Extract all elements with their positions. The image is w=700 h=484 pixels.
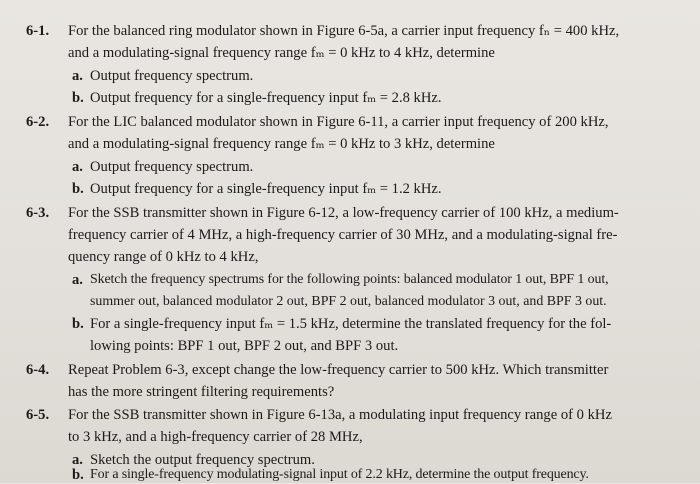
problem-text: quency range of 0 kHz to 4 kHz, bbox=[68, 249, 259, 265]
problem-text: and a modulating-signal frequency range fₘ = 0 kHz to 4 kHz, determine bbox=[68, 45, 495, 61]
problem-text: Repeat Problem 6-3, except change the low-frequency carrier to 500 kHz. Which transmitter bbox=[68, 362, 609, 378]
part-text: For a single-frequency input fₘ = 1.5 kHz, determine the translated frequency for the fol- bbox=[90, 316, 612, 332]
problem-number: 6-1. bbox=[26, 23, 50, 39]
problem-number: 6-4. bbox=[26, 362, 50, 378]
part-text: Sketch the output frequency spectrum. bbox=[90, 452, 315, 468]
problem-number: 6-2. bbox=[26, 114, 50, 130]
part-letter: b. bbox=[72, 90, 84, 106]
problem-text: For the LIC balanced modulator shown in Figure 6-11, a carrier input frequency of 200 kHz, bbox=[68, 114, 609, 130]
part-text: summer out, balanced modulator 2 out, BPF 2 out, balanced modulator 3 out, and BPF 3 out. bbox=[90, 294, 607, 309]
part-text: Output frequency spectrum. bbox=[90, 68, 254, 84]
problem-text: has the more stringent filtering requirements? bbox=[68, 384, 335, 400]
part-text: Output frequency spectrum. bbox=[90, 159, 254, 175]
part-letter: b. bbox=[72, 316, 84, 332]
problem-text: to 3 kHz, and a high-frequency carrier of 28 MHz, bbox=[68, 429, 363, 445]
problem-number: 6-3. bbox=[26, 205, 50, 221]
part-text: Sketch the frequency spectrums for the following points: balanced modulator 1 out, BPF 1 out, bbox=[90, 272, 609, 287]
part-text: For a single-frequency modulating-signal input of 2.2 kHz, determine the output frequency. bbox=[90, 467, 589, 482]
part-letter: b. bbox=[72, 467, 84, 483]
part-letter: a. bbox=[72, 452, 83, 468]
problem-text: frequency carrier of 4 MHz, a high-frequency carrier of 30 MHz, and a modulating-signal fre- bbox=[68, 227, 618, 243]
problem-text: and a modulating-signal frequency range fₘ = 0 kHz to 3 kHz, determine bbox=[68, 136, 495, 152]
part-letter: a. bbox=[72, 68, 83, 84]
part-text: lowing points: BPF 1 out, BPF 2 out, and BPF 3 out. bbox=[90, 338, 399, 354]
problem-text: For the balanced ring modulator shown in Figure 6-5a, a carrier input frequency fₙ = 400 kHz, bbox=[68, 23, 620, 39]
problem-text: For the SSB transmitter shown in Figure 6-13a, a modulating input frequency range of 0 kHz bbox=[68, 407, 612, 423]
part-letter: a. bbox=[72, 159, 83, 175]
part-letter: a. bbox=[72, 272, 83, 288]
part-text: Output frequency for a single-frequency input fₘ = 2.8 kHz. bbox=[90, 90, 442, 106]
part-text: Output frequency for a single-frequency input fₘ = 1.2 kHz. bbox=[90, 181, 442, 197]
problem-text: For the SSB transmitter shown in Figure 6-12, a low-frequency carrier of 100 kHz, a medium- bbox=[68, 205, 619, 221]
problem-number: 6-5. bbox=[26, 407, 50, 423]
part-letter: b. bbox=[72, 181, 84, 197]
